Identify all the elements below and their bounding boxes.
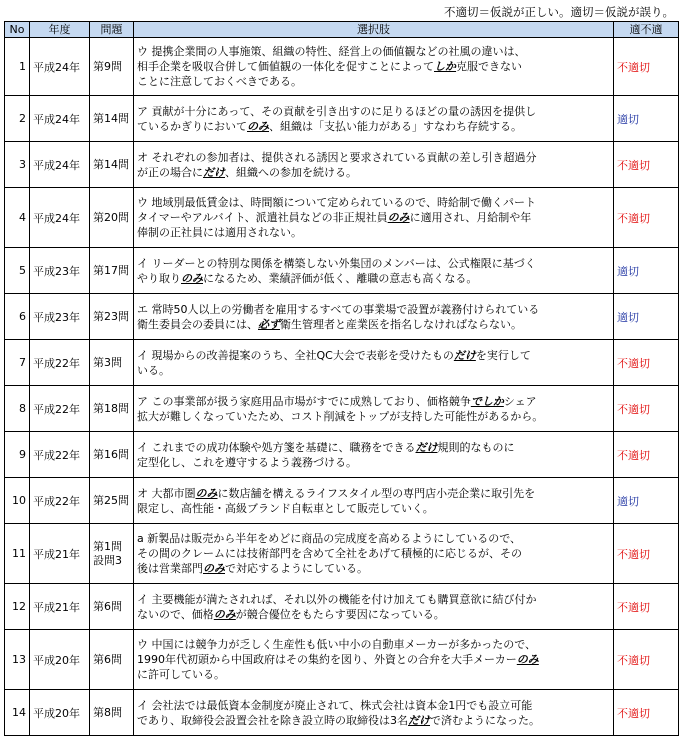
row-year: 平成22年 — [30, 386, 90, 432]
row-question — [90, 188, 134, 248]
emphasized-keyword: 必ず — [258, 317, 280, 331]
table-row — [5, 96, 679, 142]
choice-text-segment: 俸制の正社員には適用されない。 — [137, 226, 302, 239]
emphasized-keyword: だけ — [453, 348, 476, 362]
choice-text-segment: 衛生管理者と産業医を指名しなければならない。 — [280, 317, 522, 331]
row-number: 10 — [5, 478, 30, 524]
row-question — [90, 294, 134, 340]
row-question — [90, 524, 134, 584]
choice-text-segment: いる。 — [137, 363, 170, 377]
question-line: 第16問 — [93, 447, 129, 461]
choice-text-segment: オ それぞれの参加者は、提供される誘因と要求されている貢献の差し引き超過分 — [137, 150, 537, 164]
row-number: 11 — [5, 524, 30, 584]
table-row — [5, 386, 679, 432]
table-body — [5, 38, 679, 736]
emphasized-keyword: のみ — [213, 607, 236, 621]
row-year: 平成24年 — [30, 96, 90, 142]
choice-text-segment: ウ 中国には競争力が乏しく生産性も低い中小の自動車メーカーが多かったので、 — [137, 638, 537, 651]
question-line: 第14問 — [93, 157, 129, 171]
row-year: 平成20年 — [30, 630, 90, 690]
row-year: 平成22年 — [30, 432, 90, 478]
row-number: 12 — [5, 584, 30, 630]
row-judgement: 適切 — [614, 96, 679, 142]
row-judgement: 不適切 — [614, 584, 679, 630]
choice-text-segment: 限定し、高性能・高級ブランド自転車として販売していく。 — [137, 501, 434, 515]
choice-text-segment: オ 大都市圏 — [137, 486, 196, 500]
row-year: 平成21年 — [30, 584, 90, 630]
row-question — [90, 248, 134, 294]
row-year: 平成24年 — [30, 188, 90, 248]
row-choice-text — [134, 478, 614, 524]
question-line: 第25問 — [93, 493, 129, 507]
question-line: 第14問 — [93, 111, 129, 125]
row-question — [90, 630, 134, 690]
row-judgement: 不適切 — [614, 524, 679, 584]
row-year: 平成24年 — [30, 38, 90, 96]
table-row — [5, 630, 679, 690]
row-question — [90, 386, 134, 432]
row-year: 平成22年 — [30, 340, 90, 386]
choice-text-segment: 規則的なものに — [437, 440, 515, 454]
row-question — [90, 340, 134, 386]
choice-text-segment: イ これまでの成功体験や処方箋を基礎に、職務をできる — [137, 440, 416, 454]
row-judgement: 不適切 — [614, 690, 679, 736]
row-number: 8 — [5, 386, 30, 432]
row-choice-text — [134, 584, 614, 630]
choice-text-segment: が競合優位をもたらす要因になっている。 — [235, 607, 445, 621]
question-line: 第23問 — [93, 309, 129, 323]
row-choice-text — [134, 142, 614, 188]
choice-text-segment: 衛生委員会の委員には、 — [137, 317, 258, 331]
choice-text-segment: 、組織は「支払い能力がある」すなわち存続する。 — [269, 119, 522, 133]
choice-text-segment: 、組織への参加を続ける。 — [225, 165, 357, 179]
row-number: 6 — [5, 294, 30, 340]
choice-text-segment: 後は営業部門 — [137, 562, 203, 575]
table-row — [5, 690, 679, 736]
row-number: 9 — [5, 432, 30, 478]
emphasized-keyword: のみ — [387, 211, 410, 224]
choice-text-segment: エ 常時50人以上の労働者を雇用するすべての事業場で設置が義務付けられている — [137, 302, 540, 316]
choice-text-segment: イ 現場からの改善提案のうち、全社QC大会で表彰を受けたもの — [137, 348, 454, 362]
emphasized-keyword: だけ — [415, 440, 438, 454]
choice-text-segment: に適用され、月給制や年 — [409, 211, 532, 224]
row-question — [90, 584, 134, 630]
row-year: 平成20年 — [30, 690, 90, 736]
emphasized-keyword: のみ — [203, 562, 225, 575]
row-number: 5 — [5, 248, 30, 294]
table-row — [5, 524, 679, 584]
table-row — [5, 188, 679, 248]
header-row — [5, 22, 679, 38]
row-question — [90, 38, 134, 96]
emphasized-keyword: のみ — [195, 486, 218, 500]
choice-text-segment: シェア — [503, 394, 537, 408]
header-no: No — [5, 22, 30, 38]
legend-note: 不適切＝仮説が正しい。適切＝仮説が誤り。 — [444, 5, 674, 19]
row-number: 3 — [5, 142, 30, 188]
question-table — [4, 21, 679, 736]
question-line: 第8問 — [93, 705, 122, 719]
row-number: 7 — [5, 340, 30, 386]
choice-text-segment: に数店舗を構えるライフスタイル型の専門店小売企業に取引先を — [217, 486, 536, 500]
row-judgement: 不適切 — [614, 386, 679, 432]
choice-text-segment: 1990年代初頭から中国政府はその集約を図り、外資との合弁を大手メーカー — [137, 653, 517, 666]
choice-text-segment: やり取り — [137, 271, 181, 285]
row-number: 14 — [5, 690, 30, 736]
choice-text-segment: 拡大が難しくなっていたため、コスト削減をトップが支持した可能性があるから。 — [137, 409, 544, 423]
choice-text-segment: イ 主要機能が満たされれば、それ以外の機能を付け加えても購買意欲に結び付か — [137, 592, 537, 606]
row-choice-text — [134, 248, 614, 294]
question-line: 第6問 — [93, 599, 122, 613]
choice-text-segment: タイマーやアルバイト、派遣社員などの非正規社員 — [137, 211, 388, 224]
table-row — [5, 584, 679, 630]
table-row — [5, 142, 679, 188]
row-choice-text — [134, 432, 614, 478]
row-year: 平成23年 — [30, 248, 90, 294]
row-choice-text — [134, 294, 614, 340]
row-year: 平成24年 — [30, 142, 90, 188]
table-row — [5, 38, 679, 96]
row-choice-text — [134, 630, 614, 690]
row-judgement: 不適切 — [614, 432, 679, 478]
question-line: 第6問 — [93, 652, 122, 666]
row-number: 1 — [5, 38, 30, 96]
row-judgement: 不適切 — [614, 38, 679, 96]
question-line: 第17問 — [93, 263, 129, 277]
header-choice: 選択肢 — [134, 22, 614, 38]
row-choice-text — [134, 524, 614, 584]
emphasized-keyword: だけ — [408, 713, 430, 727]
choice-text-segment: ア この事業部が扱う家庭用品市場がすでに成熟しており、価格競争 — [137, 394, 471, 408]
choice-text-segment: になるため、業績評価が低く、離職の意志も高くなる。 — [203, 271, 478, 285]
choice-text-segment: ウ 地域別最低賃金は、時間額について定められているので、時給制で働くパート — [137, 196, 537, 209]
question-line: 設問3 — [93, 553, 122, 567]
choice-text-segment: 相手企業を吸収合併して価値観の一体化を促すことによって — [137, 60, 434, 73]
question-line: 第9問 — [93, 59, 122, 73]
row-question — [90, 96, 134, 142]
emphasized-keyword: しか — [434, 60, 456, 73]
row-question — [90, 432, 134, 478]
choice-text-segment: ことに注意しておくべきである。 — [137, 75, 302, 88]
row-choice-text — [134, 386, 614, 432]
emphasized-keyword: のみ — [516, 653, 539, 666]
row-question — [90, 478, 134, 524]
row-judgement: 不適切 — [614, 630, 679, 690]
choice-text-segment: ウ 提携企業間の人事施策、組織の特性、経営上の価値観などの社風の違いは、 — [137, 45, 526, 58]
row-year: 平成23年 — [30, 294, 90, 340]
table-row — [5, 294, 679, 340]
row-choice-text — [134, 188, 614, 248]
choice-text-segment: 定型化し、これを遵守するよう義務づける。 — [137, 455, 357, 469]
row-year: 平成21年 — [30, 524, 90, 584]
row-judgement: 不適切 — [614, 188, 679, 248]
header-year: 年度 — [30, 22, 90, 38]
emphasized-keyword: のみ — [181, 271, 203, 285]
choice-text-segment: ないので、価格 — [137, 607, 214, 621]
table-row — [5, 432, 679, 478]
table-row — [5, 248, 679, 294]
emphasized-keyword: のみ — [247, 119, 269, 133]
choice-text-segment: ているかぎりにおいて — [137, 119, 247, 133]
row-choice-text — [134, 38, 614, 96]
choice-text-segment: a 新製品は販売から半年をめどに商品の完成度を高めるようにしているので、 — [137, 532, 522, 545]
row-choice-text — [134, 690, 614, 736]
row-question — [90, 690, 134, 736]
table-row — [5, 478, 679, 524]
row-judgement: 適切 — [614, 294, 679, 340]
choice-text-segment: であり、取締役会設置会社を除き設立時の取締役は3名 — [137, 713, 408, 727]
row-year: 平成22年 — [30, 478, 90, 524]
choice-text-segment: 克服できない — [456, 60, 522, 73]
header-judgement: 適不適 — [614, 22, 679, 38]
emphasized-keyword: でしか — [470, 394, 504, 408]
row-choice-text — [134, 96, 614, 142]
row-judgement: 適切 — [614, 248, 679, 294]
choice-text-segment: ア 貢献が十分にあって、その貢献を引き出すのに足りるほどの量の誘因を提供し — [137, 104, 537, 118]
question-line: 第20問 — [93, 210, 129, 224]
header-question: 問題 — [90, 22, 134, 38]
table-row — [5, 340, 679, 386]
row-choice-text — [134, 340, 614, 386]
choice-text-segment: イ 会社法では最低資本金制度が廃止されて、株式会社は資本金1円でも設立可能 — [137, 698, 533, 712]
row-number: 2 — [5, 96, 30, 142]
row-number: 4 — [5, 188, 30, 248]
choice-text-segment: を実行して — [475, 348, 531, 362]
choice-text-segment: に許可している。 — [137, 668, 225, 681]
choice-text-segment: その間のクレームには技術部門を含めて全社をあげて積極的に応じるが、その — [137, 547, 522, 560]
question-line: 第3問 — [93, 355, 122, 369]
emphasized-keyword: だけ — [203, 165, 225, 179]
choice-text-segment: で対応するようにしている。 — [225, 562, 368, 575]
question-line: 第18問 — [93, 401, 129, 415]
row-judgement: 適切 — [614, 478, 679, 524]
choice-text-segment: イ リーダーとの特別な関係を構築しない外集団のメンバーは、公式権限に基づく — [137, 256, 536, 270]
row-judgement: 不適切 — [614, 142, 679, 188]
question-line: 第1問 — [93, 539, 122, 553]
row-number: 13 — [5, 630, 30, 690]
row-judgement: 不適切 — [614, 340, 679, 386]
row-question — [90, 142, 134, 188]
choice-text-segment: が正の場合に — [137, 165, 203, 179]
choice-text-segment: で済むようになった。 — [430, 713, 540, 727]
